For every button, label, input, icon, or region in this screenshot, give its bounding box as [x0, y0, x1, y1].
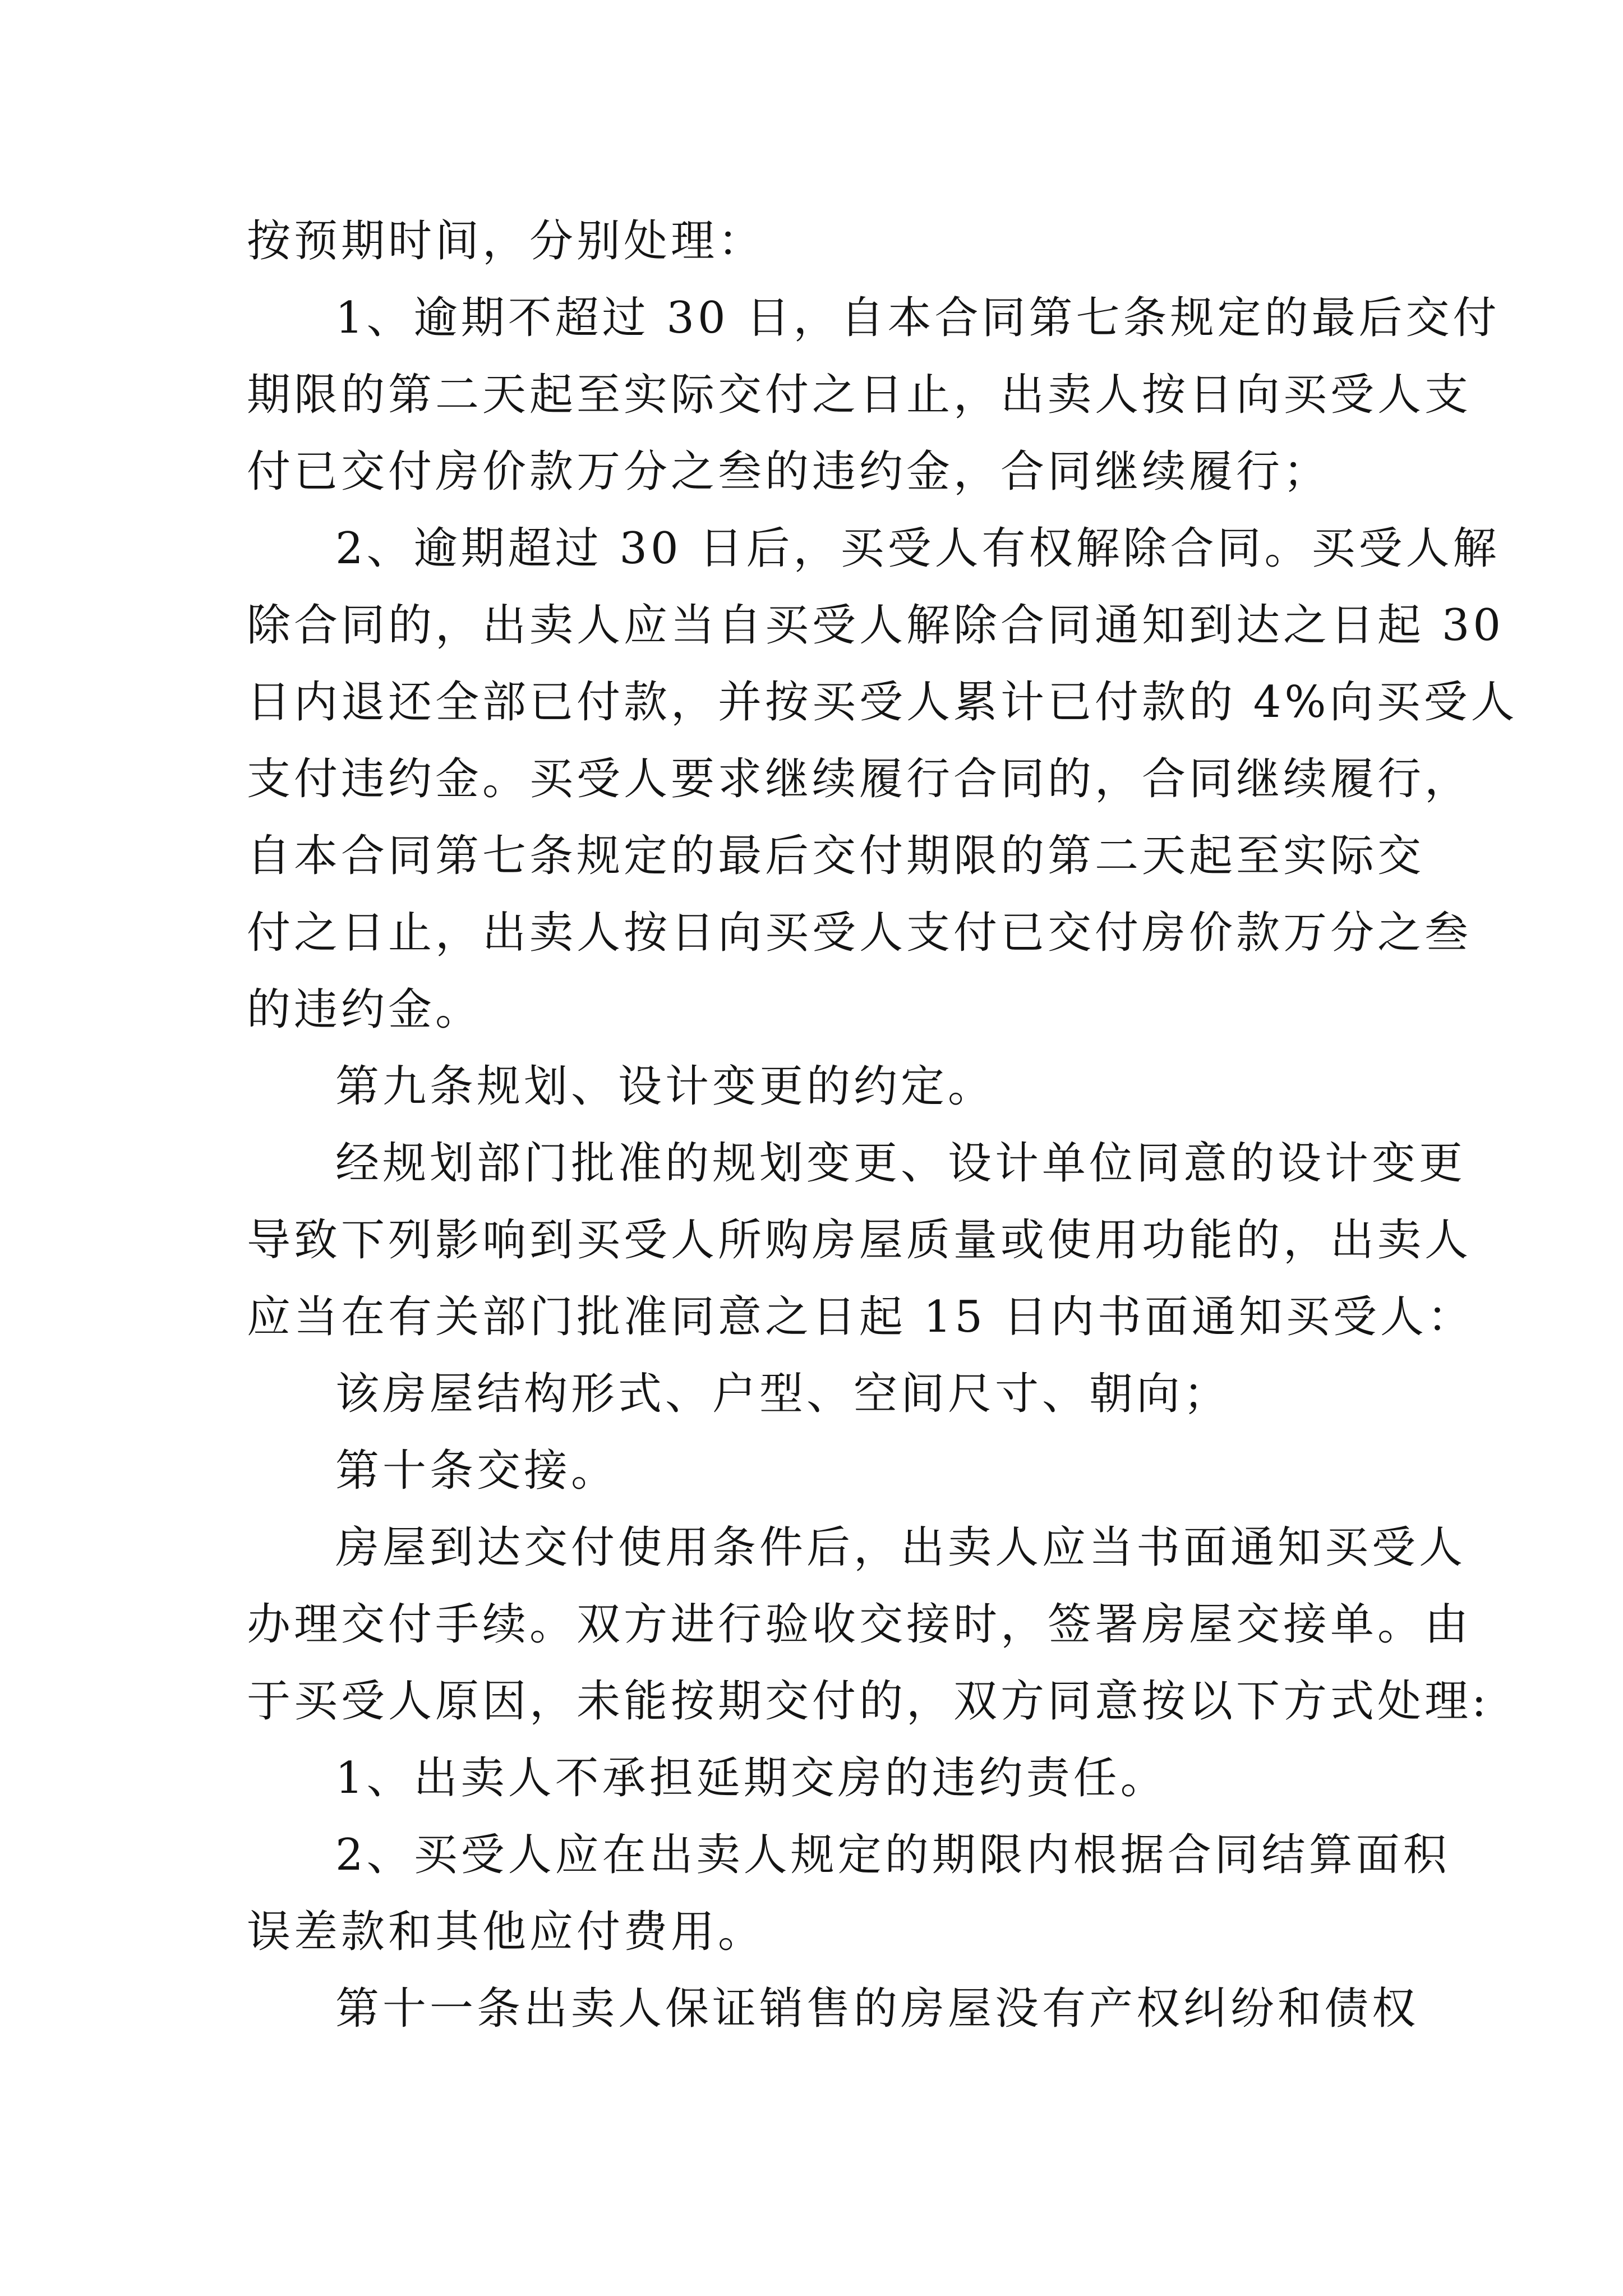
- text-line: 房屋到达交付使用条件后，出卖人应当书面通知买受人: [335, 1522, 1467, 1573]
- text-line: 付之日止，出卖人按日向买受人支付已交付房价款万分之叁: [247, 908, 1472, 958]
- text-line: 的违约金。: [247, 984, 483, 1035]
- section-heading: 第十一条出卖人保证销售的房屋没有产权纠纷和债权: [335, 1984, 1419, 2034]
- text-line: 2、逾期超过 30 日后，买受人有权解除合同。买受人解: [335, 523, 1500, 574]
- text-line: 除合同的，出卖人应当自买受人解除合同通知到达之日起 30: [247, 600, 1505, 651]
- text-line: 于买受人原因，未能按期交付的，双方同意按以下方式处理:: [247, 1676, 1490, 1727]
- text-line: 自本合同第七条规定的最后交付期限的第二天起至实际交: [247, 831, 1425, 881]
- text-line: 1、逾期不超过 30 日，自本合同第七条规定的最后交付: [335, 293, 1500, 343]
- contract-text: [247, 203, 1518, 2047]
- text-line: 误差款和其他应付费用。: [247, 1907, 766, 1957]
- text-line: 付已交付房价款万分之叁的违约金，合同继续履行；: [247, 447, 1331, 497]
- text-line: 2、买受人应在出卖人规定的期限内根据合同结算面积: [335, 1830, 1450, 1880]
- text-line: 支付违约金。买受人要求继续履行合同的，合同继续履行，: [247, 754, 1472, 804]
- text-line: 该房屋结构形式、户型、空间尺寸、朝向；: [335, 1369, 1231, 1419]
- text-line: 办理交付手续。双方进行验收交接时，签署房屋交接单。由: [247, 1599, 1472, 1650]
- text-line: 期限的第二天起至实际交付之日止，出卖人按日向买受人支: [247, 370, 1472, 420]
- text-line: 导致下列影响到买受人所购房屋质量或使用功能的，出卖人: [247, 1215, 1472, 1266]
- text-line: 1、出卖人不承担延期交房的违约责任。: [335, 1753, 1168, 1803]
- section-heading: 第九条规划、设计变更的约定。: [335, 1061, 995, 1112]
- text-line: 经规划部门批准的规划变更、设计单位同意的设计变更: [335, 1138, 1467, 1189]
- text-line: 按预期时间，分别处理：: [247, 216, 766, 266]
- section-heading: 第十条交接。: [335, 1446, 619, 1496]
- text-line: 应当在有关部门批准同意之日起 15 日内书面通知买受人：: [247, 1292, 1474, 1342]
- text-line: 日内退还全部已付款，并按买受人累计已付款的 4%向买受人: [247, 677, 1518, 728]
